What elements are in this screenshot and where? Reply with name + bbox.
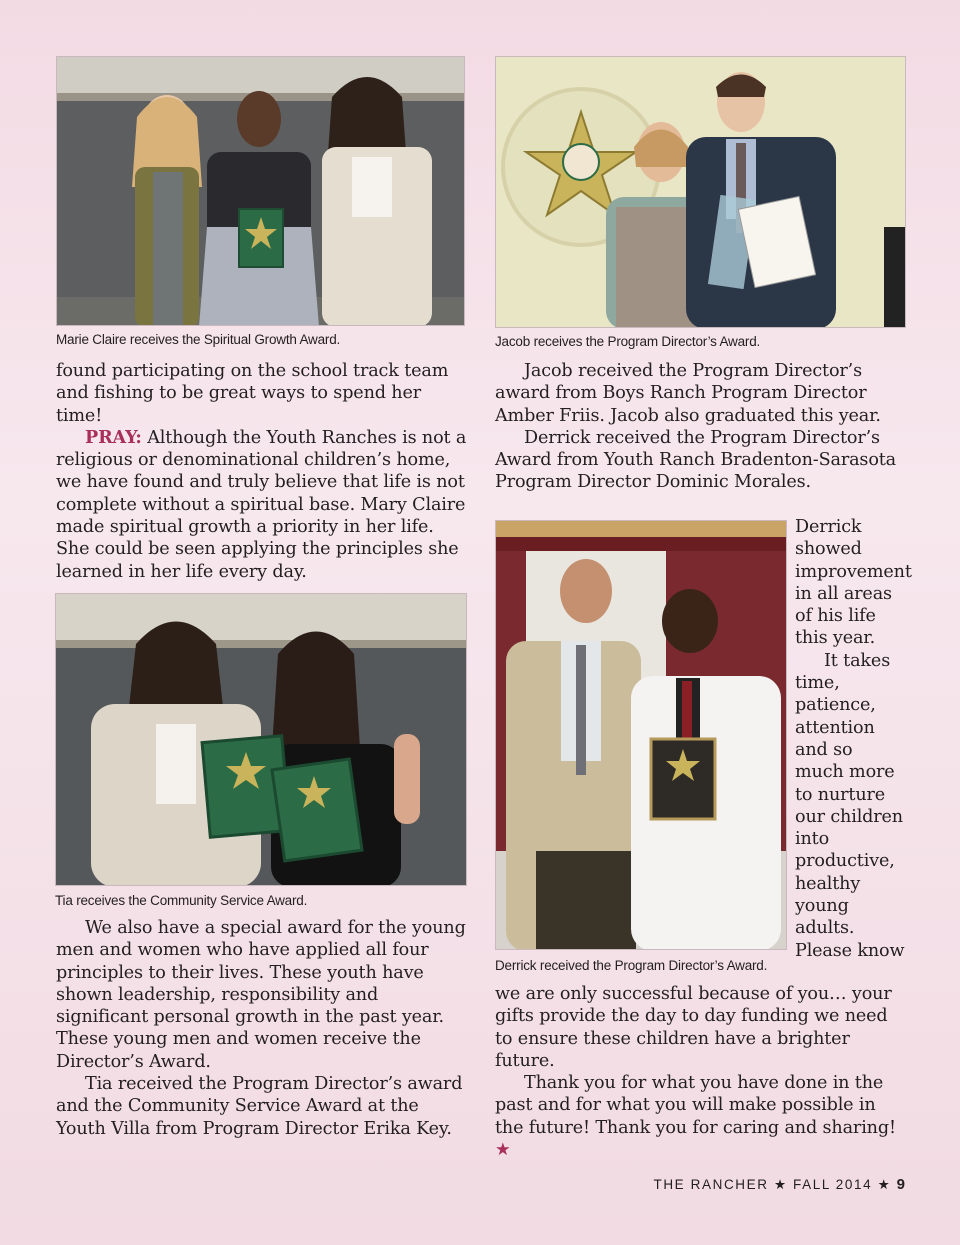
thank-you-text: Thank you for what you have done in the past and for what you will make possible in the future! Thank you for caring and sharing!	[495, 1073, 896, 1138]
right-narrow-text	[795, 516, 912, 962]
paragraph-takes-time-wide: we are only successful because of you… your gifts provide the day to day funding we need to ensure these children have a brighter future.	[495, 984, 892, 1071]
paragraph-thank-you	[495, 1072, 907, 1161]
right-column-bottom-text	[495, 983, 907, 1161]
photo-tia	[55, 593, 467, 886]
paragraph-tia: Tia received the Program Director’s award and the Community Service Award at the Youth Villa from Program Director Erika Key.	[56, 1074, 463, 1139]
photo-derrick-image	[496, 521, 787, 950]
caption-tia: Tia receives the Community Service Award.	[55, 893, 308, 908]
paragraph-directors-award: We also have a special award for the young men and women who have applied all four principles to their lives. These youth have shown leadership, responsibility and significant personal growth in the past year. These young men and women receive the Director’s Award.	[56, 918, 466, 1072]
caption-derrick: Derrick received the Program Director’s Award.	[495, 958, 768, 973]
photo-tia-image	[56, 594, 467, 886]
paragraph-takes-time-narrow: It takes time, patience, attention and so much more to nurture our children into productive, healthy young adults. Please know	[795, 650, 905, 961]
paragraph-derrick-improvement: Derrick showed improvement in all areas of his life this year.	[795, 517, 912, 649]
photo-jacob-image	[496, 57, 906, 328]
footer-star-icon: ★	[877, 1177, 892, 1192]
paragraph-track: found participating on the school track team and fishing to be great ways to spend her time!	[56, 361, 449, 426]
photo-derrick	[495, 520, 787, 950]
right-column-top-text	[495, 360, 907, 494]
pray-heading: PRAY:	[85, 426, 142, 448]
photo-marie-claire-image	[57, 57, 465, 326]
footer-issue: FALL 2014	[793, 1177, 873, 1192]
left-column-top-text	[56, 360, 468, 583]
caption-jacob: Jacob receives the Program Director’s Award.	[495, 334, 761, 349]
page-footer	[653, 1176, 905, 1193]
paragraph-pray	[56, 427, 468, 583]
paragraph-derrick: Derrick received the Program Director’s Award from Youth Ranch Bradenton-Sarasota Program Director Dominic Morales.	[495, 427, 897, 493]
footer-star-icon: ★	[773, 1177, 788, 1192]
photo-jacob	[495, 56, 906, 328]
end-star-icon: ★	[495, 1140, 511, 1161]
footer-page-number: 9	[896, 1176, 905, 1193]
paragraph-jacob: Jacob received the Program Director’s award from Boys Ranch Program Director Amber Friis. Jacob also graduated this year.	[495, 361, 881, 426]
pray-text: Although the Youth Ranches is not a religious or denominational children’s home, we have found and truly believe that life is not complete without a spiritual base. Mary Claire made spiritual growth a priority in her life. She could be seen applying the principles she learned in her life every day.	[56, 427, 467, 582]
footer-publication: THE RANCHER	[653, 1177, 769, 1192]
left-column-bottom-text	[56, 917, 470, 1140]
photo-marie-claire	[56, 56, 465, 326]
caption-marie-claire: Marie Claire receives the Spiritual Growth Award.	[56, 332, 341, 347]
